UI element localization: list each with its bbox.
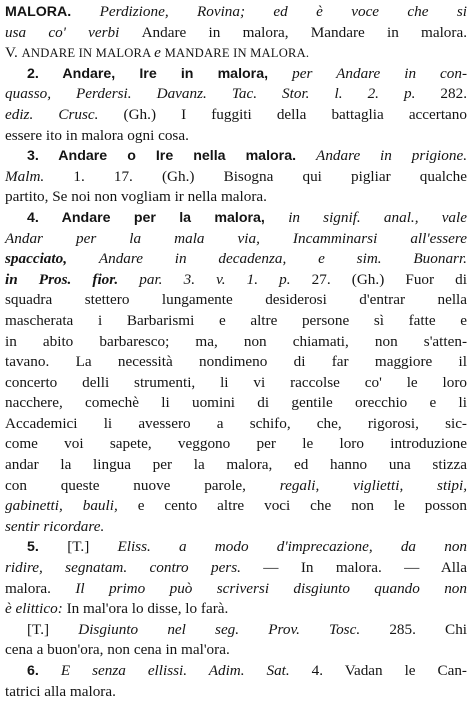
sense-5-line: [T.] Disgiunto nel seg. Prov. Tosc. 285. Chi [27, 620, 468, 638]
sense-2-line: ediz. Crusc. (Gh.) I fuggiti della battaglia accertano [5, 105, 467, 123]
sense-6-line: 6. E senza ellissi. Adim. Sat. 4. Vadan le Can- [27, 662, 467, 679]
sense-4-line: 4. Andare per la malora, in signif. anal., vale [27, 208, 467, 226]
sense-4-line: in abito barbaresco; ma, non chiamati, non s'atten- [5, 332, 467, 350]
sense-2-line: essere ito in malora ogni cosa. [5, 126, 189, 144]
sense-4-line: con queste nuove parole, regali, viglietti, stipi, [5, 476, 467, 494]
sense-4-line: in Pros. fior. par. 3. v. 1. p. 27. (Gh.) Fuor di [5, 270, 467, 288]
sense-5-line: malora. Il primo può scriversi disgiunto quando non [5, 579, 467, 597]
sense-4-line: squadra stettero lungamente desiderosi d'entrar nella [5, 291, 467, 309]
sense-5-line: cena a buon'ora, non cena in mal'ora. [5, 641, 230, 659]
sense-4-line: spacciato, Andare in decadenza, e sim. Buonarr. [5, 250, 467, 268]
sense-4-line: mascherata i Barbarismi e altre persone sì fatte e [5, 311, 467, 329]
sense-4-line: concerto delli strumenti, li vi raccolse co' le loro [5, 373, 467, 391]
headword: MALORA. [5, 4, 72, 20]
sense-5-line: 5. [T.] Eliss. a modo d'imprecazione, da non [27, 538, 468, 556]
sense-4-line: gabinetti, bauli, e cento altre voci che non le posson [5, 497, 467, 515]
sense-5-line: ridire, segnatam. contro pers. — In malora. — Alla [5, 559, 467, 577]
sense-4-line: Andar per la mala via, Incamminarsi all'essere [5, 229, 467, 247]
sense-3-line: partito, Se noi non vogliam ir nella malora. [5, 188, 267, 206]
sense-3-line: Malm. 1. 17. (Gh.) Bisogna qui pigliar qualche [5, 167, 468, 185]
entry-line: V. ANDARE IN MALORA e MANDARE IN MALORA. [5, 44, 310, 62]
sense-4-line: come voi sapete, veggono per le loro introduzione [5, 435, 467, 453]
sense-6-line: tatrici alla malora. [5, 682, 116, 700]
sense-4-line: tavano. La necessità nondimeno di far maggiore il [5, 353, 467, 371]
sense-3-line: 3. Andare o Ire nella malora. Andare in prigione. [27, 147, 467, 165]
sense-4-line: nacchere, comechè li uomini di gentile orecchio e li [5, 394, 467, 412]
italic-word-list: regali, viglietti, stipi, [279, 476, 467, 494]
sense-5-line: è elittico: In mal'ora lo disse, lo farà. [5, 600, 229, 618]
sense-4-line: Accademici li avessero a schifo, che, rigorosi, sic- [5, 414, 467, 432]
sense-4-line: andar la lingua per la malora, ed hanno una stizza [5, 456, 467, 474]
sense-2-line: 2. Andare, Ire in malora, per Andare in con- [27, 64, 467, 82]
entry-line: MALORA. Perdizione, Rovina; ed è voce che si [5, 3, 467, 20]
sense-2-line: quasso, Perdersi. Davanz. Tac. Stor. l. 2. p. 282. [5, 85, 467, 103]
sense-4-line: sentir ricordare. [5, 517, 105, 535]
entry-line: usa co' verbi Andare in malora, Mandare in malora. [5, 23, 467, 41]
